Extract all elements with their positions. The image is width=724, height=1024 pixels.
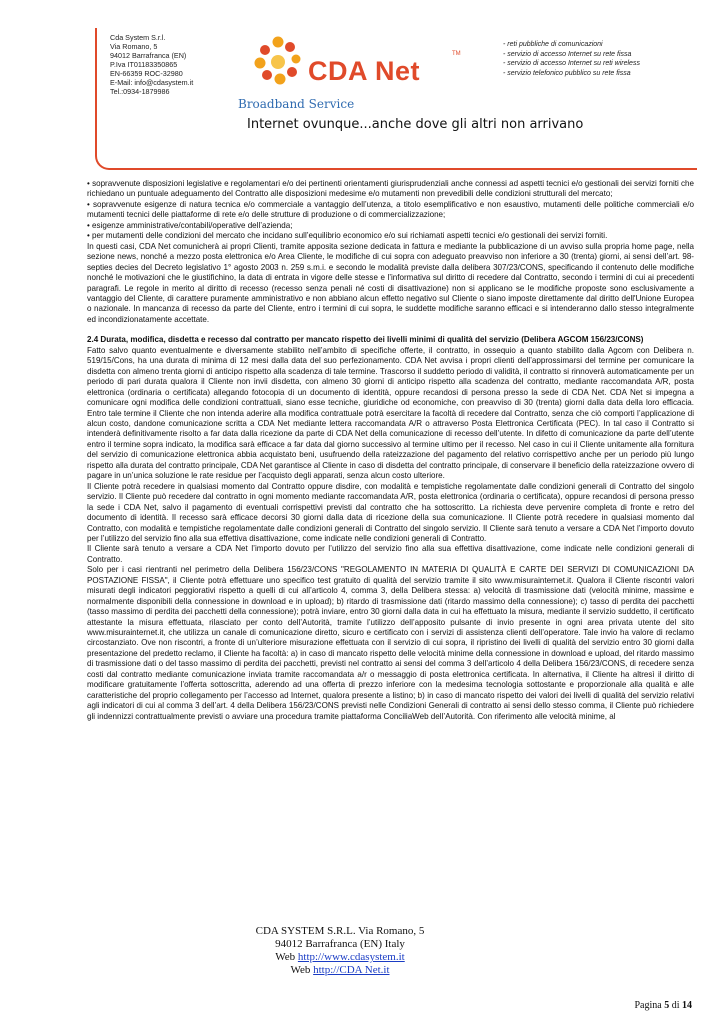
page-total: 14 (682, 1000, 692, 1011)
service-item: - servizio di accesso Internet su rete fissa (503, 50, 632, 58)
section-heading: 2.4 Durata, modifica, disdetta e recesso dal contratto per mancato rispetto dei livelli minimi di qualità del servizio (Delibera AGCOM 156/23/CONS) (87, 335, 644, 345)
paragraph: Fatto salvo quanto eventualmente e diversamente stabilito nell’ambito di specifiche offerte, il contratto, in ossequio a quanto stabilito dalla Agcom con Delibera n. 519/15/Cons, ha una durata di minima di 12 mesi dalla data del suo perfezionamento. CDA Net avvisa i propri clienti dell’approssimarsi del termine per comunicare la disdetta con almeno trenta giorni di anticipo rispetto alla scadenza di tale termine. Trascorso il suddetto periodo di validità, il contratto si rinnoverà automaticamente per un periodo di pari durata qualora il Cliente non invii disdetta, con almeno 30 giorni di anticipo rispetto alla scadenza del contratto, mediante raccomandata A/R, posta elettronica (ordinaria o certificata) allegando fotocopia di un documento di identità, oppure recandosi di persona presso la sede di CDA Net. CDA Net si impegna a comunicare ogni modifica delle condizioni contrattuali, siano esse tecniche, giuridiche od economiche, con preavviso di 30 (trenta) giorni dalla data della loro efficacia. Entro tale termine il Cliente che non intenda aderire alla modifica contrattuale potrà esercitare la facoltà di recedere dal Contratto, senza che ciò comporti l’applicazione di alcun costo, dandone comunicazione scritta a CDA Net mediante lettera raccomandata A/R o attraverso Posta Elettronica Certificata (PEC). In tal caso il Contratto si intenderà definitivamente risolto a far data dalla ricezione da parte di CDA Net della comunicazione di recesso dell’utente. In difetto di comunicazione da parte dell’utente entro il termine sopra indicato, la modifica sarà efficace a far data dal giorno successivo al termine ultimo per il recesso. Nel caso in cui il Cliente unitamente alla fornitura del servizio di comunicazione elettronica abbia acquistato beni, usufruendo della rateizzazione del pagamento del relativo corrispettivo anche per un periodo più lungo rispetto alla durata del contratto principale, CDA Net garantisce al Cliente in caso di disdetta del contratto principale, di conservare il beneficio della rateizzazione ovvero di pagare in un’unica soluzione le rate residue per l’acquisto degli apparati, senza alcun costo ulteriore. (87, 345, 694, 481)
slogan: Internet ovunque...anche dove gli altri non arrivano (247, 117, 584, 132)
company-line: 94012 Barrafranca (EN) (110, 51, 187, 60)
page-of: di (671, 1000, 680, 1011)
footer-web-2 (200, 964, 480, 977)
page-number (635, 1000, 693, 1011)
bullet-item: • sopravvenute disposizioni legislative e regolamentari e/o dei pertinenti orientamenti giurisprudenziali anche connessi ad aspetti tecnici e/o gestionali dei servizi forniti che richiedano un puntuale adeguamento del Contratto alle disposizioni medesime e/o mutamenti non prevedibili delle condizioni strutturali del mercato; (87, 179, 694, 199)
paragraph: Il Cliente potrà recedere in qualsiasi momento dal Contratto oppure disdire, con modalità e tempistiche regolamentate dalle condizioni generali di Contratto del singolo servizio. Il Cliente può recedere dal contratto in ogni momento mediante raccomandata A/R, posta elettronica (ordinaria o certificata), oppure recandosi di persona presso la sede i CDA Net, salvo il pagamento di eventuali corrispettivi previsti dal contratto che ha sottoscritto. La richiesta deve pervenire completa di fronte e retro del documento di identità. Il recesso sarà efficace decorsi 30 giorni dalla data di ricezione della sua comunicazione. Il Cliente potrà recedere in qualsiasi momento dal Contratto, con modalità e tempistiche regolamentate dalle condizioni generali di Contratto del singolo servizio. Il Cliente sarà tenuto a versare a CDA Net l’importo dovuto per l’utilizzo del servizio fino alla sua effettiva disattivazione, come indicate nelle condizioni generali di Contratto. (87, 481, 694, 543)
company-info (110, 33, 193, 96)
website-link[interactable]: http://CDA Net.it (313, 964, 390, 976)
bullet-item: • per mutamenti delle condizioni del mercato che incidano sull’equilibrio economico e/o sui richiamati aspetti tecnici e/o gestionali dei servizi forniti. (87, 231, 608, 241)
service-item: - servizio telefonico pubblico su rete fissa (503, 69, 631, 77)
company-line: P.Iva IT01183350865 (110, 60, 178, 69)
footer-web-1 (200, 951, 480, 964)
services-list (503, 40, 640, 78)
service-item: - reti pubbliche di comunicazioni (503, 41, 603, 48)
trademark: TM (452, 51, 461, 57)
footer-company: CDA SYSTEM S.R.L. Via Romano, 5 (255, 925, 425, 937)
company-line: Via Romano, 5 (110, 42, 158, 51)
footer-city: 94012 Barrafranca (EN) Italy (275, 938, 405, 950)
footer (200, 925, 480, 977)
bullet-item: • sopravvenute esigenze di natura tecnica e/o commerciale a vantaggio dell’utenza, a titolo esemplificativo e non esaustivo, mutamenti delle politiche commerciali e/o mutamenti tecnici delle piattaforme di rete e/o delle strutture di produzione o di commercializzazione; (87, 199, 694, 220)
company-line: Cda System S.r.l. (110, 33, 166, 42)
paragraph: In questi casi, CDA Net comunicherà ai propri Clienti, tramite apposita sezione dedicata in fattura e mediante la pubblicazione di un avviso sulla propria home page, nella sezione news, nonché a mezzo posta elettronica e/o Area Cliente, le modifiche di cui sopra con adeguato preavviso non inferiore a 30 (trenta) giorni, ai sensi dell’art. 98-septies decies del Decreto legislativo 1° agosto 2003 n. 259 s.m.i. e secondo le modalità previste dalla delibera 307/23/CONS, specificando il contenuto delle modifiche nonché le motivazioni che le giustifichino, la data di entrata in vigore delle stesse e l’informativa sul diritto di recedere dal Contratto, secondo i termini di cui ai precedenti paragrafi. Le regole in merito al diritto di recesso (recesso senza penali né costi di disattivazione) non si applicano se le modifiche proposte sono esclusivamente a vantaggio del Cliente, di carattere puramente amministrativo e non abbiano alcun effetto negativo sul Cliente o siano imposte direttamente dal diritto dell'Unione Europea o nazionale. In mancanza di recesso da parte del Cliente, entro i termini di cui sopra, le suddette modifiche saranno efficaci e si intenderanno dallo stesso integralmente ed incondizionatamente accettate. (87, 241, 694, 324)
service-item: - servizio di accesso Internet su reti wireless (503, 60, 640, 68)
page-word: Pagina (634, 1000, 662, 1011)
document-body (87, 179, 694, 722)
web-label: Web (275, 951, 296, 963)
paragraph: Il Cliente sarà tenuto a versare a CDA Net l’importo dovuto per l’utilizzo del servizio fino alla sua effettiva disattivazione, come indicate nelle condizioni generali di Contratto. (87, 544, 694, 564)
company-line: E-Mail: info@cdasystem.it (110, 78, 194, 87)
logo-text: CDA Net (308, 56, 421, 86)
company-line: EN-66359 ROC-32980 (110, 69, 183, 78)
broadband-label: Broadband Service (238, 97, 355, 111)
bullet-item: • esigenze amministrative/contabili/operative dell’azienda; (87, 220, 293, 230)
company-line: Tel.:0934-1879986 (110, 87, 170, 96)
web-label: Web (290, 964, 311, 976)
website-link[interactable]: http://www.cdasystem.it (297, 951, 405, 963)
page-current: 5 (664, 1000, 670, 1011)
paragraph: Solo per i casi rientranti nel perimetro della Delibera 156/23/CONS "REGOLAMENTO IN MATERIA DI QUALITÀ E CARTE DEI SERVIZI DI COMUNICAZIONI DA POSTAZIONE FISSA", il Cliente potrà effettuare uno specifico test gratuito di qualità del servizio tramite il sito www.misurainternet.it. Qualora il Cliente riscontri valori misurati degli indicatori peggiorativi rispetto a quelli di cui all’articolo 4, comma 3, della Delibera stessa: a) velocità di trasmissione dati (velocità minime, massime e normalmente disponibili della connessione in download e in upload); b) ritardo di trasmissione dati (ritardo massimo della connessione); c) tasso di perdita dei pacchetti (tasso massimo di perdita dei pacchetti della connessione); potrà inviare, entro 30 giorni dalla data in cui ha effettuato la misura, mediante il servizio suddetto, il certificato attestante la misura effettuata, rilasciato per conto dell’Autorità, tramite l’utilizzo dell’apposito pulsante di invio presente in ogni area privata utente del sito www.misurainternet.it, che utilizza un canale di comunicazione diretto, sicuro e certificato con i servizi di assistenza clienti dell’operatore. Tale invio ha valore di reclamo circostanziato. Ove non riscontri, a fronte di un’ulteriore misurazione effettuata con il servizio di cui sopra, il ripristino dei livelli di qualità del servizio entro 30 giorni dalla presentazione del predetto reclamo, il Cliente ha facoltà: a) in caso di mancato rispetto delle velocità minime della connessione in download e upload, del ritardo massimo di trasmissione dati o del tasso massimo di perdita dei pacchetti, previsti nel contratto ai sensi del comma 3 dell’articolo 4 della Delibera 156/23/CONS, di recedere senza costi dal contratto mediante comunicazione inviata tramite raccomandata a/r o messaggio di posta elettronica certificata. In alternativa, il Cliente ha altresì il diritto di modificare gratuitamente l’offerta sottoscritta, aderendo ad una offerta di prezzo inferiore con la medesima tecnologia sottostante e proporzionale alla qualità e alle caratteristiche del proprio collegamento per l’accesso ad Internet, qualora presente a listino; b) in caso di mancato rispetto dei valori dei livelli di qualità del servizio relativi agli indicatori di cui al comma 3 dell’art. 4 della Delibera 156/23/CONS previsti nelle Condizioni Generali di contratto ai sensi dello stesso comma, il Cliente può richiedere gli indennizzi contrattualmente previsti o avviare una procedura tramite piattaforma ConciliaWeb dell’Autorità. Con riferimento alle velocità minime, al (87, 565, 694, 721)
